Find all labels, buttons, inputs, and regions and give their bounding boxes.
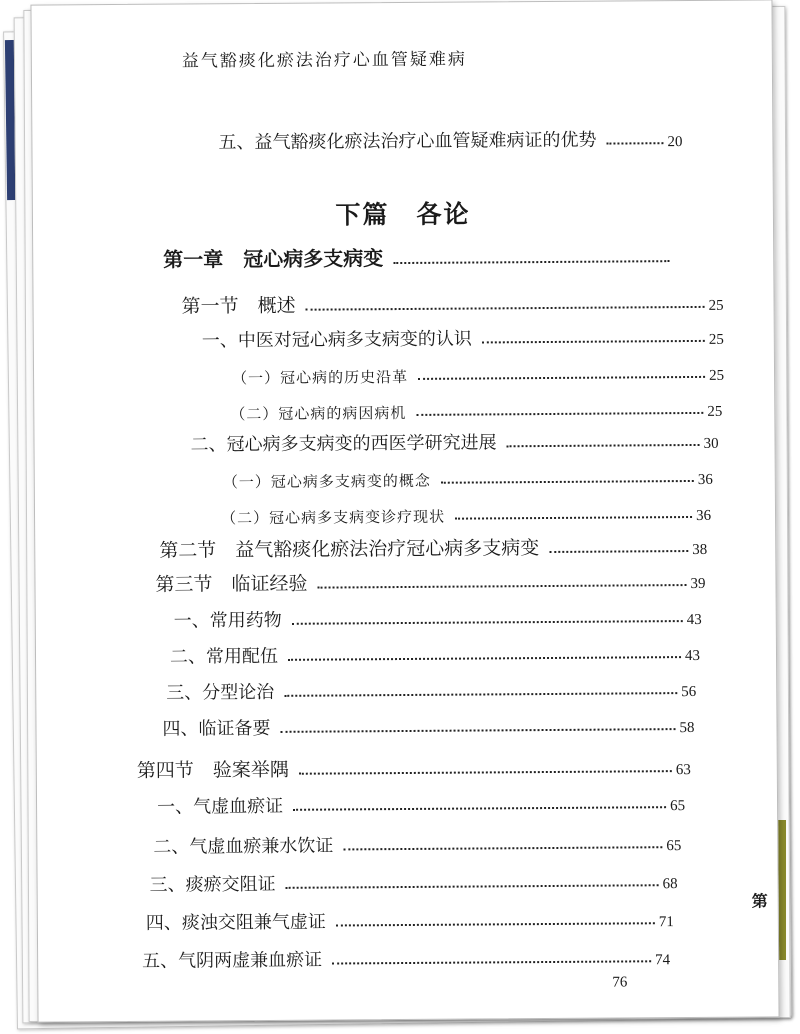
toc-page-number: 65 [666, 838, 682, 855]
toc-leader-dots [306, 306, 705, 311]
toc-entry-text: 二、气虚血瘀兼水饮证 [153, 835, 334, 858]
toc-page-number: 25 [709, 367, 725, 384]
toc-leader-dots [292, 620, 683, 625]
toc-entry [181, 285, 723, 319]
toc-entry-text: （二）冠心病的病因病机 [230, 403, 407, 424]
toc-leader-dots [418, 376, 705, 380]
toc-page-number: 20 [667, 134, 683, 151]
toc-entry-text: 二、冠心病多支病变的西医学研究进展 [190, 432, 497, 456]
toc-entry [162, 707, 694, 741]
toc-leader-dots [288, 656, 681, 661]
toc-page-number: 38 [692, 541, 708, 558]
toc-entry [166, 671, 696, 705]
toc-entry-text: 三、痰瘀交阻证 [149, 873, 276, 896]
toc-leader-dots [482, 340, 705, 344]
toc-leader-dots [393, 260, 669, 264]
toc-leader-dots [286, 884, 659, 889]
toc-entry [155, 563, 705, 597]
adjacent-page-char: 第 [751, 891, 768, 911]
toc-entry-text: 四、痰浊交阻兼气虚证 [145, 911, 326, 934]
toc-entry-text: 第一节 概述 [181, 294, 296, 318]
toc-entry [157, 785, 685, 819]
toc-entry [170, 635, 700, 669]
toc-entry [149, 863, 677, 897]
toc-entry [598, 961, 668, 991]
toc-entry [146, 901, 674, 935]
toc-entry-text: 三、分型论治 [166, 681, 275, 704]
toc-entry-text: 五、气阴两虚兼血瘀证 [142, 949, 323, 972]
toc-entry-text: 二、常用配伍 [169, 645, 279, 668]
toc-entry [153, 825, 681, 859]
toc-page-number: 65 [670, 798, 686, 815]
toc-entry [202, 319, 724, 353]
toc-entry [223, 459, 713, 492]
toc-page-number: 58 [679, 719, 695, 737]
toc-leader-dots [284, 692, 677, 697]
toc-entry-text: 第一章 冠心病多支病变 [163, 246, 384, 272]
toc-page-number: 43 [684, 647, 701, 665]
toc-entry-text: 第三节 临证经验 [155, 572, 308, 596]
toc-leader-dots [606, 142, 663, 144]
toc-leader-dots [299, 770, 672, 775]
toc-page-number: 36 [697, 471, 713, 488]
toc-page-number: 68 [662, 876, 678, 893]
toc-entry [190, 423, 718, 457]
toc-entry [159, 529, 707, 563]
toc-entry [230, 391, 722, 424]
toc-page-number: 25 [708, 297, 724, 314]
toc-entry-text: 一、气虚血瘀证 [156, 795, 284, 818]
toc-entry-text: 五、益气豁痰化瘀法治疗心血管疑难病证的优势 [218, 129, 597, 154]
toc-entry [174, 599, 702, 633]
toc-entry-text: 四、临证备要 [162, 717, 271, 740]
toc-leader-dots [281, 728, 676, 733]
toc-page-number: 39 [690, 575, 706, 593]
toc-page-number: 25 [708, 331, 724, 348]
toc-leader-dots [507, 444, 700, 447]
toc-entry-text: 一、常用药物 [173, 609, 282, 632]
toc-entry-text: 第二节 益气豁痰化瘀法治疗冠心病多支病变 [159, 537, 540, 562]
toc-entry-text: 一、中医对冠心病多支病变的认识 [201, 328, 472, 352]
toc-leader-dots [441, 480, 694, 484]
toc-page-number: 74 [655, 952, 671, 969]
toc-entry-text: 第四节 验案举隅 [136, 758, 289, 782]
toc-entry [221, 495, 711, 528]
toc-entry [163, 239, 673, 273]
toc-leader-dots [343, 846, 662, 850]
toc-entry-text: （一）冠心病多支病变的概念 [222, 471, 431, 492]
toc-page-number: 76 [612, 974, 628, 991]
toc-leader-dots [416, 412, 703, 416]
toc-page-number: 36 [695, 507, 712, 524]
running-head: 益气豁痰化瘀法治疗心血管疑难病 [181, 49, 467, 72]
toc-leader-dots [318, 584, 687, 589]
toc-page-number: 25 [707, 403, 723, 420]
toc-entry [137, 749, 691, 783]
toc-entry [232, 355, 724, 388]
toc-leader-dots [549, 550, 688, 553]
toc-entry-text: （一）冠心病的历史沿革 [232, 367, 409, 388]
toc-page-number: 43 [686, 611, 702, 629]
toc-page-number: 56 [681, 683, 697, 701]
toc-entry [142, 939, 670, 973]
toc-page-number: 71 [658, 914, 674, 931]
toc-leader-dots [455, 516, 692, 520]
toc-page [30, 0, 779, 1023]
toc-leader-dots [336, 922, 655, 926]
toc-page-number: 30 [703, 435, 719, 452]
toc-entry [218, 121, 682, 154]
toc-page-number: 63 [675, 762, 691, 779]
toc-entry-text: （二）冠心病多支病变诊疗现状 [220, 507, 446, 528]
toc-leader-dots [293, 806, 666, 811]
part-title: 下篇 各论 [335, 199, 471, 230]
